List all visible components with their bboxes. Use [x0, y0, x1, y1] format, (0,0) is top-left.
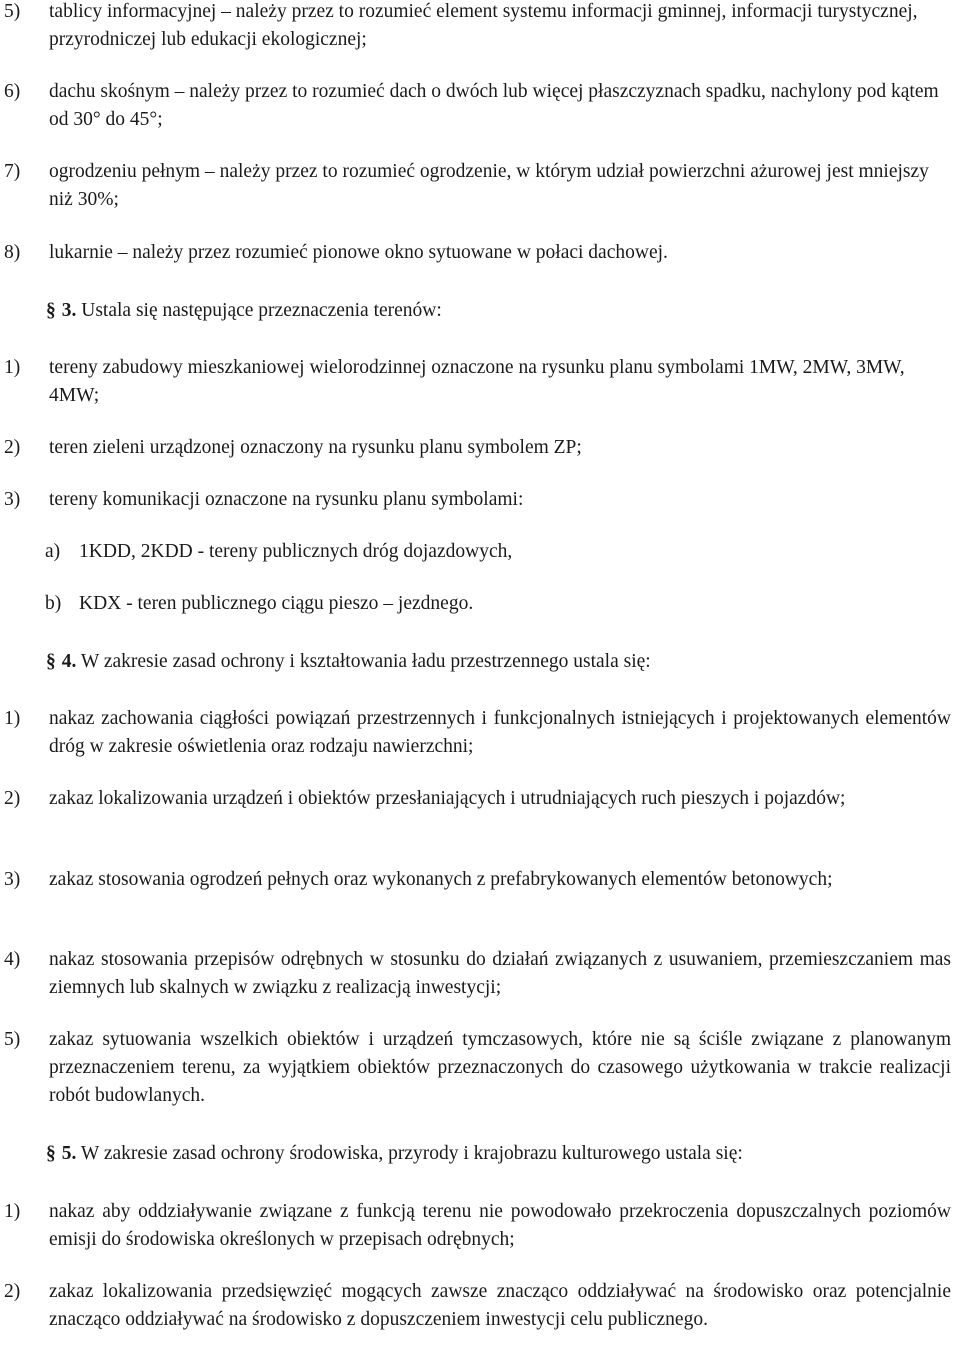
- item-number: 7): [4, 161, 21, 182]
- item-text: zakaz lokalizowania przedsięwzięć mogących zawsze znacząco oddziaływać na środowisko oraz potencjalnie znacząco oddziaływać na środowisko z dopuszczeniem inwestycji celu publicznego.: [49, 1281, 951, 1330]
- section-intro: W zakresie zasad ochrony i kształtowania ładu przestrzennego ustala się:: [80, 651, 651, 672]
- section-5-item: [0, 1198, 951, 1254]
- item-number: 1): [4, 357, 21, 378]
- item-text: nakaz stosowania przepisów odrębnych w stosunku do działań związanych z usuwaniem, przemieszczaniem mas ziemnych lub skalnych w związku z realizacją inwestycji;: [49, 949, 951, 998]
- definition-item: [0, 239, 951, 267]
- section-3-item: [0, 434, 951, 462]
- subitem-text: KDX - teren publicznego ciągu pieszo – jezdnego.: [79, 593, 474, 614]
- section-3-subitem: [45, 538, 512, 566]
- section-3-item: [0, 354, 951, 410]
- item-text: nakaz aby oddziaływanie związane z funkcją terenu nie powodowało przekroczenia dopuszczalnych poziomów emisji do środowiska określonych w przepisach odrębnych;: [49, 1201, 951, 1250]
- item-number: 1): [4, 708, 21, 729]
- item-number: 5): [4, 1029, 21, 1050]
- section-number: 5.: [61, 1143, 77, 1164]
- section-number: 4.: [61, 651, 77, 672]
- item-text: ogrodzeniu pełnym – należy przez to rozumieć ogrodzenie, w którym udział powierzchni ażurowej jest mniejszy niż 30%;: [49, 161, 929, 210]
- definition-item: [0, 158, 951, 214]
- section-4-item: [0, 785, 951, 813]
- paragraph-symbol: §: [46, 1143, 56, 1164]
- subitem-letter: b): [45, 593, 62, 614]
- section-4-item: [0, 866, 951, 894]
- item-text: tereny zabudowy mieszkaniowej wielorodzinnej oznaczone na rysunku planu symbolami 1MW, 2MW, 3MW, 4MW;: [49, 357, 905, 406]
- section-3-subitem: [45, 590, 473, 618]
- item-number: 3): [4, 869, 21, 890]
- item-text: lukarnie – należy przez rozumieć pionowe okno sytuowane w połaci dachowej.: [49, 242, 668, 263]
- definition-item: [0, 0, 951, 54]
- item-text: nakaz zachowania ciągłości powiązań przestrzennych i funkcjonalnych istniejących i projektowanych elementów dróg w zakresie oświetlenia oraz rodzaju nawierzchni;: [49, 708, 951, 757]
- paragraph-symbol: §: [46, 300, 56, 321]
- section-4-heading: [46, 648, 651, 676]
- item-number: 2): [4, 788, 21, 809]
- item-number: 2): [4, 437, 21, 458]
- item-text: zakaz lokalizowania urządzeń i obiektów przesłaniających i utrudniających ruch pieszych i pojazdów;: [49, 788, 846, 809]
- paragraph-symbol: §: [46, 651, 56, 672]
- subitem-text: 1KDD, 2KDD - tereny publicznych dróg dojazdowych,: [79, 541, 513, 562]
- section-3-item: [0, 486, 951, 514]
- item-text: zakaz sytuowania wszelkich obiektów i urządzeń tymczasowych, które nie są ściśle związane z planowanym przeznaczeniem terenu, za wyjątkiem obiektów przeznaczonych do czasowego użytkowania w trakcie realizacji robót budowlanych.: [49, 1029, 951, 1106]
- section-4-item: [0, 1026, 951, 1110]
- section-3-heading: [46, 297, 442, 325]
- item-text: zakaz stosowania ogrodzeń pełnych oraz wykonanych z prefabrykowanych elementów betonowych;: [49, 869, 833, 890]
- section-4-item: [0, 705, 951, 761]
- definition-item: [0, 78, 951, 134]
- item-number: 2): [4, 1281, 21, 1302]
- section-intro: Ustala się następujące przeznaczenia terenów:: [81, 300, 442, 321]
- section-5-item: [0, 1278, 951, 1334]
- item-text: tereny komunikacji oznaczone na rysunku planu symbolami:: [49, 489, 524, 510]
- section-number: 3.: [61, 300, 77, 321]
- item-number: 4): [4, 949, 21, 970]
- item-number: 1): [4, 1201, 21, 1222]
- item-text: teren zieleni urządzonej oznaczony na rysunku planu symbolem ZP;: [49, 437, 582, 458]
- item-number: 5): [4, 1, 21, 22]
- section-5-heading: [46, 1140, 743, 1168]
- item-text: dachu skośnym – należy przez to rozumieć dach o dwóch lub więcej płaszczyznach spadku, nachylony pod kątem od 30° do 45°;: [49, 81, 939, 130]
- item-number: 3): [4, 489, 21, 510]
- section-intro: W zakresie zasad ochrony środowiska, przyrody i krajobrazu kulturowego ustala się:: [80, 1143, 743, 1164]
- item-text: tablicy informacyjnej – należy przez to rozumieć element systemu informacji gminnej, informacji turystycznej, przyrodniczej lub edukacji ekologicznej;: [49, 1, 918, 50]
- item-number: 8): [4, 242, 21, 263]
- section-4-item: [0, 946, 951, 1002]
- item-number: 6): [4, 81, 21, 102]
- subitem-letter: a): [45, 541, 61, 562]
